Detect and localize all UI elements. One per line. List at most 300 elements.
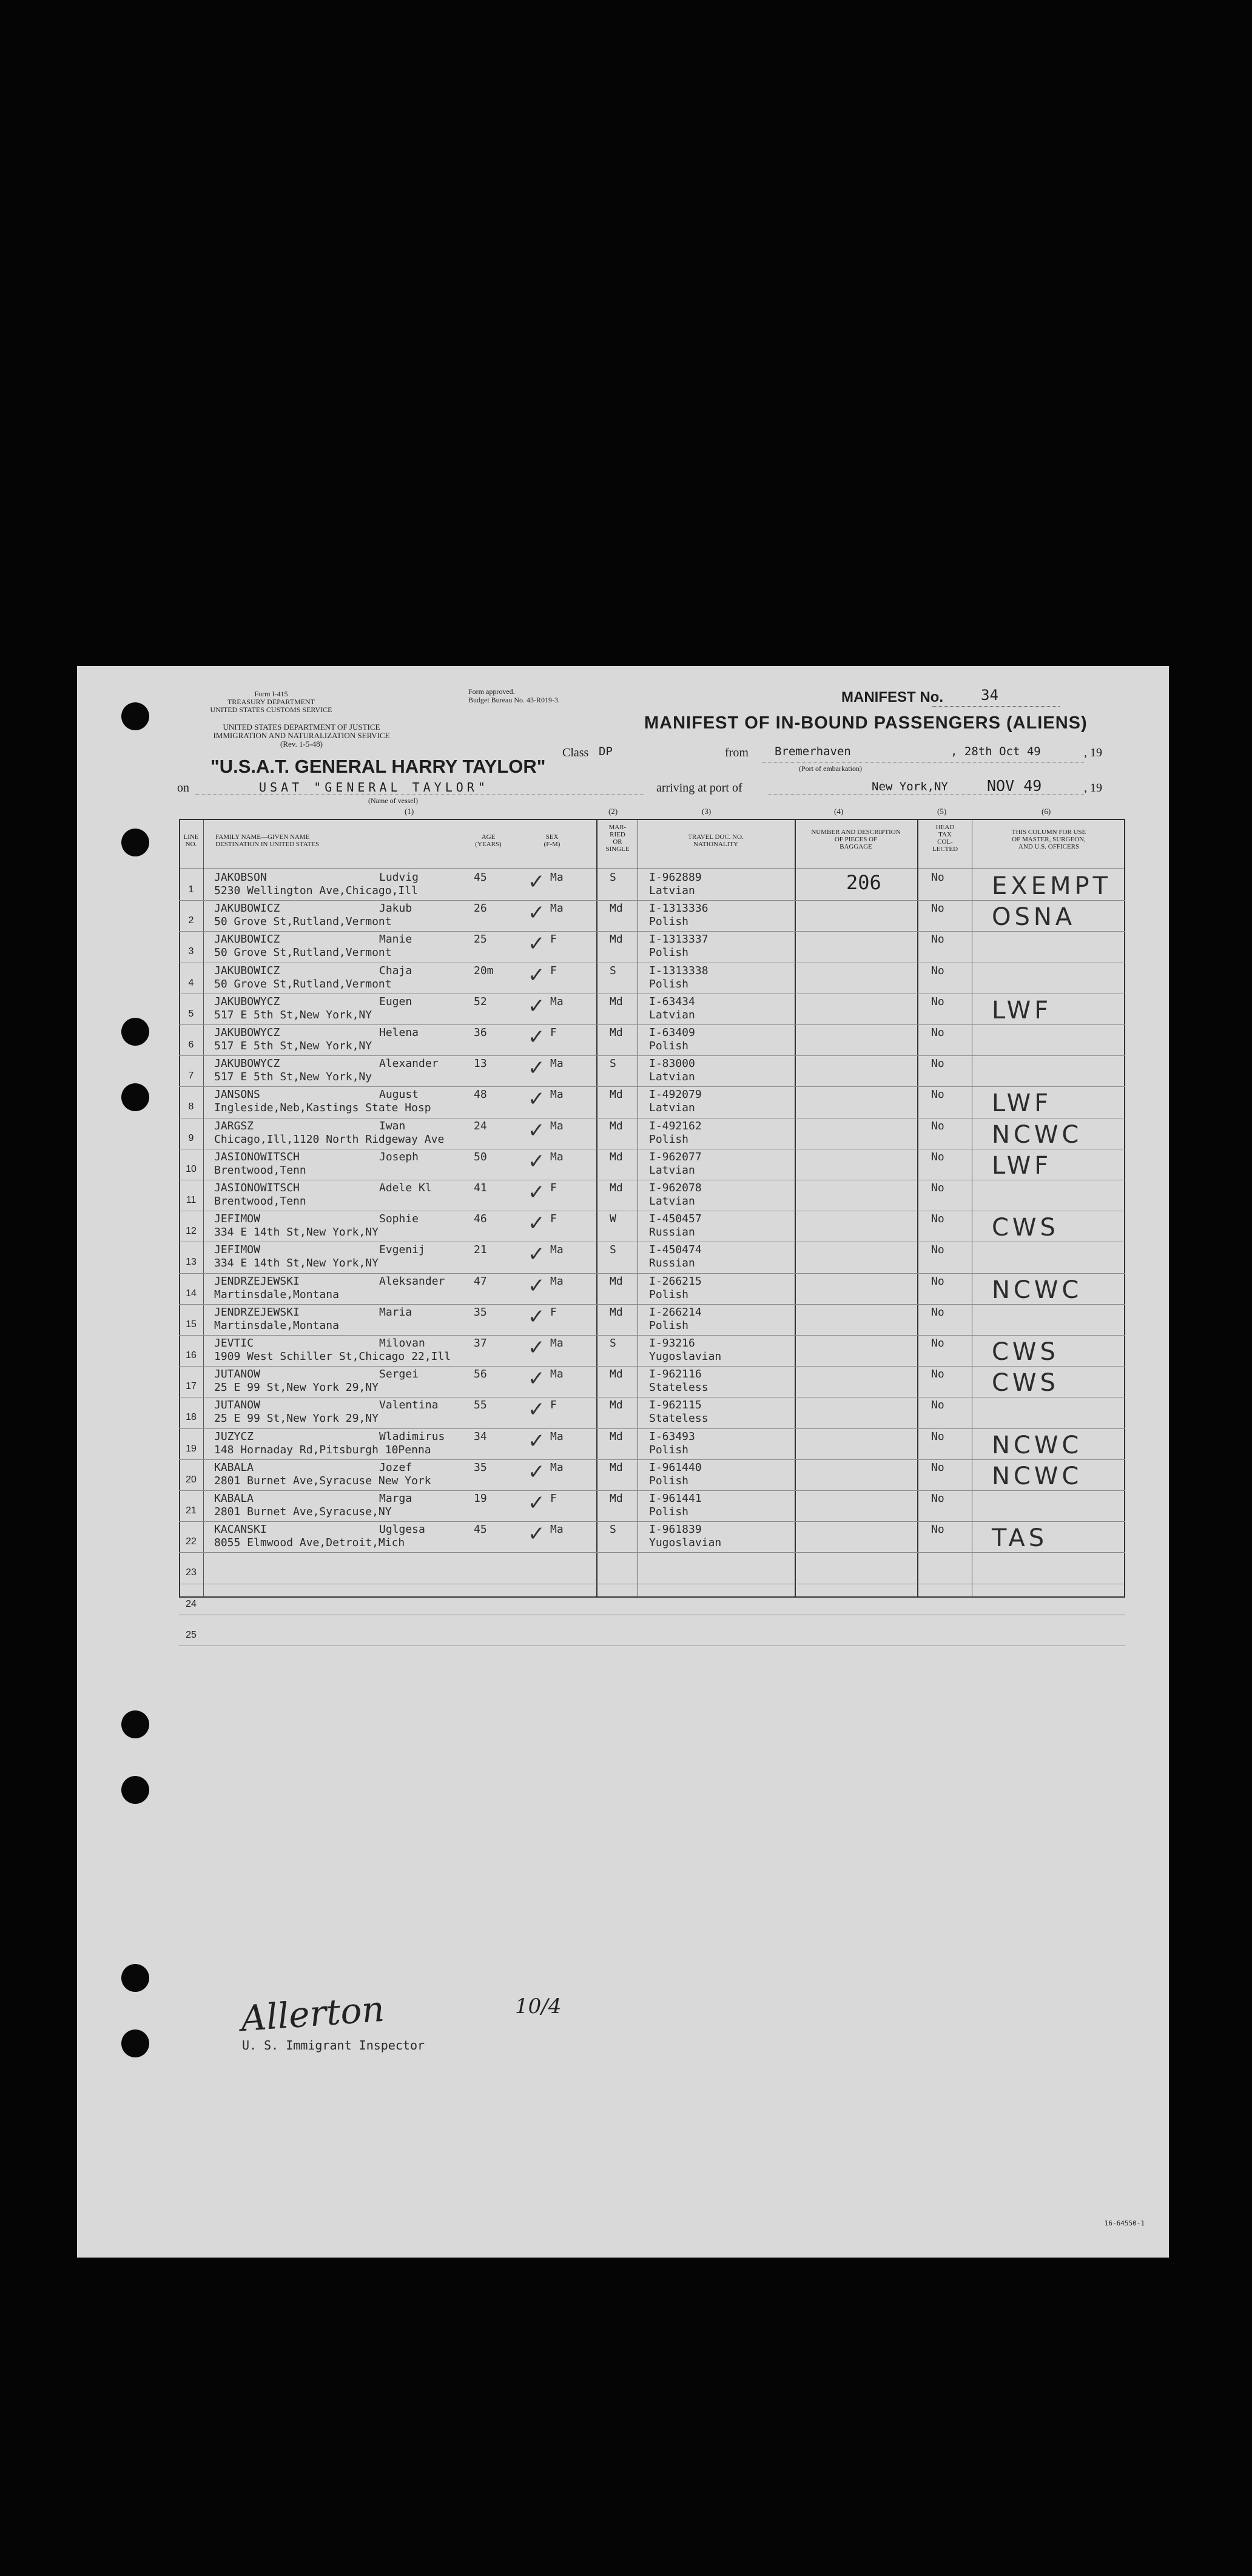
header-age: AGE (YEARS) — [475, 833, 502, 848]
nationality: Polish — [649, 1443, 689, 1456]
check-mark-icon: ✓ — [528, 1056, 545, 1081]
age: 45 — [474, 871, 487, 884]
table-row — [179, 1180, 1125, 1211]
sex: F — [550, 1399, 557, 1412]
marital-status: S — [610, 1243, 616, 1257]
table-row — [179, 1211, 1125, 1242]
given-name: Valentina — [379, 1399, 439, 1412]
form-id-line: TREASURY DEPARTMENT — [227, 698, 315, 706]
destination: 50 Grove St,Rutland,Vermont — [214, 915, 392, 929]
column-number: (4) — [834, 807, 844, 816]
given-name: Helena — [379, 1026, 419, 1039]
sex: F — [550, 933, 557, 946]
family-name: JASIONOWITSCH — [214, 1182, 300, 1194]
travel-doc-number: I-93216 — [649, 1337, 695, 1350]
agency-line: (Rev. 1-5-48) — [280, 739, 323, 748]
marital-status: Md — [610, 902, 623, 915]
arrival-port: New York,NY — [872, 780, 948, 793]
table-row — [179, 1118, 1125, 1149]
line-number: 10 — [186, 1163, 197, 1174]
line-number: 24 — [186, 1598, 197, 1609]
travel-doc-number: I-1313336 — [649, 902, 708, 915]
travel-doc-number: I-63409 — [649, 1026, 695, 1039]
age: 36 — [474, 1026, 487, 1039]
baggage-count: 206 — [846, 871, 881, 894]
destination: 2801 Burnet Ave,Syracuse,NY — [214, 1505, 392, 1518]
header-baggage: NUMBER AND DESCRIPTION OF PIECES OF BAGGAGE — [811, 829, 901, 850]
line-number: 1 — [188, 884, 194, 895]
check-mark-icon: ✓ — [528, 1397, 545, 1422]
check-mark-icon: ✓ — [528, 1273, 545, 1298]
travel-doc-number: I-961441 — [649, 1492, 702, 1505]
officer-note: NCWC — [992, 1276, 1083, 1304]
marital-status: Md — [610, 1399, 623, 1412]
head-tax: No — [931, 1368, 944, 1381]
officer-note: LWF — [992, 1151, 1052, 1180]
destination: 2801 Burnet Ave,Syracuse New York — [214, 1474, 431, 1487]
table-row — [179, 1491, 1125, 1522]
destination: 8055 Elmwood Ave,Detroit,Mich — [214, 1536, 405, 1550]
sex: Ma — [550, 1461, 564, 1474]
nationality: Polish — [649, 977, 689, 990]
from-label: from — [725, 746, 749, 759]
port-note: (Port of embarkation) — [799, 764, 862, 773]
officer-note: TAS — [992, 1524, 1048, 1553]
sex: F — [550, 964, 557, 977]
check-mark-icon: ✓ — [528, 870, 545, 894]
family-name: JUTANOW — [214, 1368, 260, 1381]
sex: Ma — [550, 1368, 564, 1381]
head-tax: No — [931, 1399, 944, 1412]
manifest-page — [77, 666, 1169, 2258]
given-name: Wladimirus — [379, 1430, 445, 1443]
sex: Ma — [550, 1243, 564, 1257]
check-mark-icon: ✓ — [528, 1242, 545, 1267]
check-mark-icon: ✓ — [528, 1522, 545, 1547]
line-number: 7 — [188, 1071, 194, 1081]
punch-hole — [121, 1018, 149, 1046]
marital-status: W — [610, 1212, 616, 1226]
head-tax: No — [931, 1088, 944, 1101]
passenger-table — [179, 819, 1125, 1640]
sex: Ma — [550, 1119, 564, 1132]
nationality: Polish — [649, 1040, 689, 1052]
header-head-tax: HEAD TAX COL- LECTED — [932, 824, 958, 853]
head-tax: No — [931, 1523, 944, 1536]
check-mark-icon: ✓ — [528, 1149, 545, 1174]
check-mark-icon: ✓ — [528, 1118, 545, 1143]
column-number: (3) — [702, 807, 712, 816]
family-name: JASIONOWITSCH — [214, 1150, 300, 1163]
officer-note: LWF — [992, 996, 1052, 1024]
destination: 517 E 5th St,New York,NY — [214, 1008, 372, 1021]
family-name: JENDRZEJEWSKI — [214, 1305, 300, 1319]
punch-hole — [121, 1083, 149, 1111]
age: 13 — [474, 1057, 487, 1071]
marital-status: Md — [610, 995, 623, 1008]
class-value: DP — [599, 745, 613, 758]
destination: 25 E 99 St,New York 29,NY — [214, 1412, 379, 1425]
head-tax: No — [931, 1492, 944, 1505]
family-name: JUZYCZ — [214, 1430, 254, 1443]
family-name: KABALA — [214, 1461, 254, 1474]
line-number: 5 — [188, 1008, 194, 1019]
sex: F — [550, 1212, 557, 1226]
header-married: MAR- RIED OR SINGLE — [605, 824, 630, 853]
nationality: Latvian — [649, 1101, 695, 1115]
table-row — [179, 1336, 1125, 1367]
travel-doc-number: I-961440 — [649, 1461, 702, 1474]
marital-status: Md — [610, 1368, 623, 1381]
column-number: (2) — [608, 807, 618, 816]
embarkation-port: Bremerhaven — [775, 745, 851, 758]
travel-doc-number: I-962078 — [649, 1182, 702, 1194]
age: 19 — [474, 1492, 487, 1505]
marital-status: Md — [610, 1305, 623, 1319]
destination: 148 Hornaday Rd,Pitsburgh 10Penna — [214, 1443, 431, 1456]
marital-status: Md — [610, 1088, 623, 1101]
head-tax: No — [931, 1026, 944, 1039]
line-number: 6 — [188, 1040, 194, 1050]
age: 41 — [474, 1182, 487, 1194]
marital-status: S — [610, 1057, 616, 1071]
marital-status: Md — [610, 1119, 623, 1132]
family-name: JAKUBOWICZ — [214, 902, 280, 915]
agency-block — [180, 723, 423, 748]
table-row — [179, 1429, 1125, 1460]
table-row — [179, 1305, 1125, 1336]
given-name: Aleksander — [379, 1274, 445, 1288]
family-name: JAKUBOWYCZ — [214, 1026, 280, 1039]
travel-doc-number: I-1313338 — [649, 964, 708, 977]
destination: Chicago,Ill,1120 North Ridgeway Ave — [214, 1132, 445, 1146]
check-mark-icon: ✓ — [528, 932, 545, 957]
officer-note: NCWC — [992, 1120, 1083, 1149]
head-tax: No — [931, 1274, 944, 1288]
column-number: (1) — [405, 807, 414, 816]
table-row — [179, 1367, 1125, 1397]
travel-doc-number: I-83000 — [649, 1057, 695, 1071]
table-row — [179, 1149, 1125, 1180]
age: 20m — [474, 964, 494, 977]
footer-code: 16-64550-1 — [1104, 2219, 1145, 2227]
header-travel-doc: TRAVEL DOC. NO. NATIONALITY — [688, 833, 744, 848]
nationality: Polish — [649, 1505, 689, 1518]
sex: Ma — [550, 1430, 564, 1443]
agency-line: UNITED STATES DEPARTMENT OF JUSTICE — [223, 722, 380, 731]
line-number: 3 — [188, 946, 194, 957]
given-name: Adele Kl — [379, 1182, 432, 1194]
marital-status: Md — [610, 1150, 623, 1163]
destination: 334 E 14th St,New York,NY — [214, 1257, 379, 1270]
nationality: Stateless — [649, 1412, 708, 1425]
line-number: 9 — [188, 1132, 194, 1143]
age: 55 — [474, 1399, 487, 1412]
age: 34 — [474, 1430, 487, 1443]
line-number: 16 — [186, 1350, 197, 1360]
sex: F — [550, 1492, 557, 1505]
inspector-signature: Allerton — [239, 1988, 386, 2040]
given-name: Sophie — [379, 1212, 419, 1226]
line-number: 21 — [186, 1505, 197, 1516]
age: 37 — [474, 1337, 487, 1350]
line-number: 23 — [186, 1567, 197, 1578]
given-name: Iwan — [379, 1119, 406, 1132]
table-row — [179, 870, 1125, 901]
age: 45 — [474, 1523, 487, 1536]
table-row — [179, 1397, 1125, 1428]
nationality: Russian — [649, 1257, 695, 1270]
marital-status: Md — [610, 1430, 623, 1443]
sex: Ma — [550, 1088, 564, 1101]
travel-doc-number: I-450457 — [649, 1212, 702, 1226]
head-tax: No — [931, 1337, 944, 1350]
table-row — [179, 1522, 1125, 1553]
destination: Martinsdale,Montana — [214, 1319, 339, 1332]
nationality: Russian — [649, 1226, 695, 1239]
line-number: 14 — [186, 1288, 197, 1299]
nationality: Latvian — [649, 1071, 695, 1084]
form-approval — [468, 687, 560, 704]
head-tax: No — [931, 902, 944, 915]
given-name: Marga — [379, 1492, 412, 1505]
check-mark-icon: ✓ — [528, 1211, 545, 1236]
sex: Ma — [550, 1150, 564, 1163]
nationality: Yugoslavian — [649, 1536, 722, 1550]
sex: F — [550, 1026, 557, 1039]
header-officers: THIS COLUMN FOR USE OF MASTER, SURGEON, AND U.S. OFFICERS — [1011, 829, 1086, 850]
table-row — [179, 1615, 1125, 1646]
age: 26 — [474, 902, 487, 915]
destination: 334 E 14th St,New York,NY — [214, 1226, 379, 1239]
given-name: Manie — [379, 933, 412, 946]
family-name: JEFIMOW — [214, 1212, 260, 1226]
line-number: 2 — [188, 915, 194, 926]
approval-line: Form approved. — [468, 687, 515, 696]
departure-date: , 28th Oct 49 — [951, 745, 1041, 758]
head-tax: No — [931, 933, 944, 946]
nationality: Latvian — [649, 1195, 695, 1208]
check-mark-icon: ✓ — [528, 1336, 545, 1360]
family-name: JAKUBOWYCZ — [214, 995, 280, 1008]
arrival-date-stamp: NOV 49 — [987, 777, 1042, 795]
head-tax: No — [931, 1150, 944, 1163]
head-tax: No — [931, 1243, 944, 1257]
marital-status: S — [610, 964, 616, 977]
given-name: Jakub — [379, 902, 412, 915]
nationality: Latvian — [649, 1163, 695, 1177]
arriving-label: arriving at port of — [656, 781, 742, 795]
travel-doc-number: I-961839 — [649, 1523, 702, 1536]
given-name: Milovan — [379, 1337, 425, 1350]
head-tax: No — [931, 995, 944, 1008]
age: 47 — [474, 1274, 487, 1288]
column-number: (6) — [1042, 807, 1051, 816]
age: 46 — [474, 1212, 487, 1226]
age: 21 — [474, 1243, 487, 1257]
check-mark-icon: ✓ — [528, 1367, 545, 1391]
marital-status: S — [610, 1337, 616, 1350]
travel-doc-number: I-266214 — [649, 1305, 702, 1319]
given-name: Sergei — [379, 1368, 419, 1381]
head-tax: No — [931, 1119, 944, 1132]
family-name: JAKUBOWYCZ — [214, 1057, 280, 1071]
nationality: Polish — [649, 1288, 689, 1301]
destination: 1909 West Schiller St,Chicago 22,Ill — [214, 1350, 451, 1363]
destination: 517 E 5th St,New York,NY — [214, 1040, 372, 1052]
inspector-title: U. S. Immigrant Inspector — [242, 2038, 425, 2053]
travel-doc-number: I-492162 — [649, 1119, 702, 1132]
age: 35 — [474, 1461, 487, 1474]
marital-status: Md — [610, 1461, 623, 1474]
travel-doc-number: I-1313337 — [649, 933, 708, 946]
given-name: Joseph — [379, 1150, 419, 1163]
destination: 517 E 5th St,New York,Ny — [214, 1071, 372, 1084]
head-tax: No — [931, 1461, 944, 1474]
line-number: 19 — [186, 1443, 197, 1454]
table-row — [179, 1460, 1125, 1491]
sex: Ma — [550, 902, 564, 915]
signature-date: 10/4 — [515, 1994, 562, 2019]
family-name: JEVTIC — [214, 1337, 254, 1350]
nationality: Polish — [649, 915, 689, 929]
age: 35 — [474, 1305, 487, 1319]
family-name: JEFIMOW — [214, 1243, 260, 1257]
sex: Ma — [550, 1337, 564, 1350]
check-mark-icon: ✓ — [528, 1491, 545, 1515]
age: 25 — [474, 933, 487, 946]
marital-status: Md — [610, 933, 623, 946]
punch-hole — [121, 1710, 149, 1738]
check-mark-icon: ✓ — [528, 994, 545, 1018]
sex: F — [550, 1305, 557, 1319]
destination: 5230 Wellington Ave,Chicago,Ill — [214, 884, 418, 897]
check-mark-icon: ✓ — [528, 1180, 545, 1205]
family-name: JAKUBOWICZ — [214, 933, 280, 946]
travel-doc-number: I-962116 — [649, 1368, 702, 1381]
family-name: KABALA — [214, 1492, 254, 1505]
table-row — [179, 1584, 1125, 1615]
head-tax: No — [931, 1212, 944, 1226]
family-name: KACANSKI — [214, 1523, 267, 1536]
head-tax: No — [931, 1057, 944, 1071]
age: 56 — [474, 1368, 487, 1381]
head-tax: No — [931, 871, 944, 884]
vessel-name-typed: USAT "GENERAL TAYLOR" — [259, 780, 489, 795]
destination: Brentwood,Tenn — [214, 1195, 306, 1208]
sex: Ma — [550, 995, 564, 1008]
form-id-line: UNITED STATES CUSTOMS SERVICE — [210, 705, 332, 714]
given-name: Maria — [379, 1305, 412, 1319]
table-row — [179, 1242, 1125, 1273]
punch-hole — [121, 1964, 149, 1992]
header-name: FAMILY NAME—GIVEN NAME DESTINATION IN UNITED STATES — [215, 833, 320, 848]
header-sex: SEX (F-M) — [544, 833, 560, 848]
officer-note: NCWC — [992, 1431, 1083, 1459]
vessel-name: "U.S.A.T. GENERAL HARRY TAYLOR" — [210, 756, 546, 777]
form-identifiers — [180, 690, 362, 714]
check-mark-icon: ✓ — [528, 1025, 545, 1049]
destination: Martinsdale,Montana — [214, 1288, 339, 1301]
head-tax: No — [931, 1182, 944, 1194]
family-name: JAKOBSON — [214, 871, 267, 884]
nationality: Polish — [649, 946, 689, 960]
vessel-note: (Name of vessel) — [368, 796, 418, 805]
nationality: Polish — [649, 1319, 689, 1332]
check-mark-icon: ✓ — [528, 1087, 545, 1112]
column-number: (5) — [937, 807, 947, 816]
destination: 25 E 99 St,New York 29,NY — [214, 1381, 379, 1394]
given-name: Uglgesa — [379, 1523, 425, 1536]
given-name: Ludvig — [379, 871, 419, 884]
manifest-number: 34 — [981, 687, 998, 704]
officer-note: CWS — [992, 1369, 1059, 1397]
class-label: Class — [562, 746, 589, 759]
travel-doc-number: I-450474 — [649, 1243, 702, 1257]
officer-note: NCWC — [992, 1462, 1083, 1490]
sex: Ma — [550, 1523, 564, 1536]
check-mark-icon: ✓ — [528, 963, 545, 987]
marital-status: Md — [610, 1274, 623, 1288]
year-suffix: , 19 — [1084, 746, 1102, 759]
on-label: on — [177, 781, 189, 795]
nationality: Latvian — [649, 1008, 695, 1021]
travel-doc-number: I-492079 — [649, 1088, 702, 1101]
given-name: Jozef — [379, 1461, 412, 1474]
table-row — [179, 1274, 1125, 1305]
line-number: 15 — [186, 1319, 197, 1330]
travel-doc-number: I-962077 — [649, 1150, 702, 1163]
year-suffix: , 19 — [1084, 781, 1102, 795]
travel-doc-number: I-63493 — [649, 1430, 695, 1443]
check-mark-icon: ✓ — [528, 901, 545, 926]
destination: 50 Grove St,Rutland,Vermont — [214, 977, 392, 990]
travel-doc-number: I-266215 — [649, 1274, 702, 1288]
approval-line: Budget Bureau No. 43-R019-3. — [468, 696, 560, 704]
travel-doc-number: I-63434 — [649, 995, 695, 1008]
table-row — [179, 901, 1125, 932]
line-number: 8 — [188, 1101, 194, 1112]
nationality: Latvian — [649, 884, 695, 897]
check-mark-icon: ✓ — [528, 1428, 545, 1453]
given-name: Alexander — [379, 1057, 439, 1071]
table-row — [179, 1056, 1125, 1087]
punch-hole — [121, 1776, 149, 1804]
sex: Ma — [550, 1274, 564, 1288]
travel-doc-number: I-962889 — [649, 871, 702, 884]
given-name: Evgenij — [379, 1243, 425, 1257]
manifest-number-label: MANIFEST No. — [841, 689, 943, 705]
age: 48 — [474, 1088, 487, 1101]
table-row — [179, 963, 1125, 994]
marital-status: Md — [610, 1026, 623, 1039]
given-name: August — [379, 1088, 419, 1101]
officer-note: EXEMPT — [992, 872, 1112, 900]
line-number: 22 — [186, 1536, 197, 1547]
check-mark-icon: ✓ — [528, 1304, 545, 1329]
table-row — [179, 1025, 1125, 1056]
punch-hole — [121, 829, 149, 856]
table-row — [179, 932, 1125, 963]
table-row — [179, 994, 1125, 1025]
destination: Brentwood,Tenn — [214, 1163, 306, 1177]
family-name: JAKUBOWICZ — [214, 964, 280, 977]
nationality: Polish — [649, 1474, 689, 1487]
marital-status: Md — [610, 1492, 623, 1505]
check-mark-icon: ✓ — [528, 1459, 545, 1484]
age: 24 — [474, 1119, 487, 1132]
family-name: JANSONS — [214, 1088, 260, 1101]
